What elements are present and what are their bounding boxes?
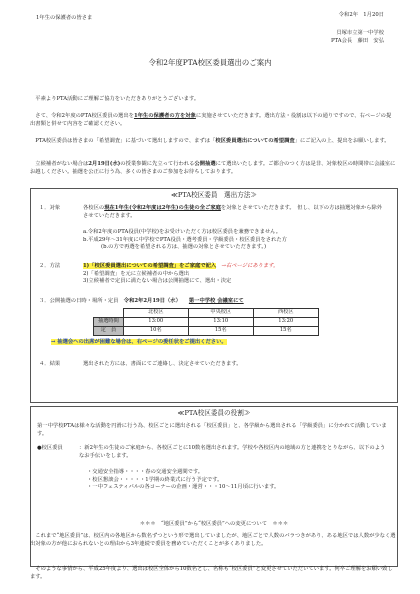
intro-paragraph-4: [30, 161, 396, 176]
exclusion-a: a.令和2年度のPTA役員(中学校)をお受けいただく方は校区委員を兼務できません。: [83, 229, 282, 235]
intro-p2-target: 1年生の保護者の方を対象: [133, 113, 196, 119]
arrow-icon: →: [221, 263, 226, 269]
sender-name: PTA会長 藤田 安弘: [330, 37, 384, 44]
target-text-a: 各校区の: [83, 205, 105, 211]
intro-paragraph-2: [30, 113, 396, 128]
table-cell: 13:10: [188, 318, 253, 327]
intro-p4-text2: の授業参観に先立って行われる: [120, 161, 195, 167]
table-header-row: [94, 309, 319, 318]
target-text-emph: 現在1年生(令和2年度は2年生)の生徒の全ご家庭: [104, 205, 221, 211]
intro-p3-survey: 校区委員選出についての希望調査: [215, 138, 295, 144]
intro-p4-lottery: 公開抽選: [194, 161, 216, 167]
table-cell: 15名: [253, 327, 318, 336]
document-title: 令和2年度PTA校区委員選出のご案内: [148, 58, 272, 67]
intro-p2-rest: に実施させていただきます。選出方法・役割は以下の通りですので、右ページの提出書類と併せて内容をご確認ください。: [30, 113, 392, 127]
role-intro: 第一中学校PTAは様々な活動を円滑に行う為、校区ごとに選出される「校区委員」と、各学級から選出される「学級委員」に分かれて活動しています。: [37, 423, 387, 437]
lottery-note: [51, 339, 391, 347]
selection-method-box: [30, 188, 398, 403]
exclusion-b: b.平成29年～31年度に中学校でPTA役員・選考委員・学級委員・校区委員をされた方: [83, 236, 287, 243]
intro-p4-rest: にて選出いたします。ご都合のつく方は是非、対象校区の時間帯に会議室にお越しください。抽選を公正に行う為、多くの皆さまのご参加をお待ちしております。: [30, 161, 396, 175]
intro-paragraph-3: [30, 138, 396, 146]
footer-paragraph-1: これまで“地区委員”は、校区内の各地区から数名ずつという形で選出していましたが、地区ごとで人数のバラつきがあり、ある地区では人数が少なく選出対象の方が他におられないとの理由から3年連続で委員を務めていただくことが多くありました。: [30, 533, 396, 547]
lottery-section: [39, 298, 391, 306]
table-cell: 15名: [188, 327, 253, 336]
sender-block: [331, 30, 384, 46]
method-step-2: 2)「希望調査」を元に立候補者の中から選出: [83, 270, 190, 277]
footer-heading: ＊＊＊ “地区委員”から“校区委員”への変更について ＊＊＊: [139, 521, 289, 527]
method-step-3: 3)立候補者で定員に満たない場合は公開抽選にて、選出・決定: [83, 278, 232, 285]
role-bullet-text: ：新2年生の生徒のご家庭から、各校区ごとに10数名選出されます。学校や各校区内の地域の方と連携をとりながら、以下のようなお手伝いをします。: [79, 445, 386, 459]
table-row-label: 抽選時間: [94, 318, 124, 327]
result-text: 選出された方には、書面にてご連絡し、決定させていただきます。: [83, 361, 242, 367]
intro-p3-text: PTA校区委員は皆さまの「希望調査」に基づいて選出しますので、まずは「: [35, 138, 216, 144]
table-header-cell: 中央校区: [188, 309, 253, 318]
list-item: ・交通安全指導・・・・春の交通安全週間です。: [87, 469, 204, 475]
method-steps: [83, 263, 383, 286]
lottery-label: ３．公開抽選の日時・場所・定員: [39, 298, 119, 304]
method-section: [39, 263, 391, 286]
role-bullet: [37, 445, 391, 460]
exclusion-list: [83, 229, 391, 252]
method-label: ２．方法: [39, 263, 61, 269]
intro-p3-rest: 」にご記入の上、提出をお願いします。: [294, 138, 390, 144]
intro-p4-text: 立候補者がない場合は: [35, 161, 89, 167]
recipient: 1年生の保護者の皆さま: [36, 15, 93, 21]
document-date: 令和2年 1月20日: [338, 12, 384, 18]
list-item: ・一中フェスティバルの各コーナーの企画・運営・・・10～11月頃に行います。: [87, 484, 280, 491]
intro-p2-text: さて、令和2年度のPTA校区委員の選出を: [35, 113, 134, 119]
table-cell: 13:20: [253, 318, 318, 327]
result-section: [39, 361, 391, 369]
role-heading: ≪PTA校区委員の役割≫: [177, 409, 251, 417]
target-section: [39, 205, 391, 220]
exclusion-b-note: (b.の方で再選を希望される方は、抽選の対象とさせていただきます。): [101, 244, 267, 251]
lottery-note-text: → 抽選会への出席が困難な場合は、右ページの委任状をご提出ください。: [51, 339, 227, 345]
role-bullet-label: ●校区委員: [37, 445, 63, 451]
target-text: [83, 205, 383, 220]
table-row: [94, 318, 319, 327]
table-header-cell: [94, 309, 124, 318]
list-item: ・校区懇談会・・・・・1学期の終業式に行う予定です。: [87, 476, 223, 483]
role-duties-list: [87, 469, 391, 492]
result-label: ４．結果: [39, 361, 61, 367]
lottery-schedule-table: [93, 308, 319, 336]
selection-heading: ≪PTA校区委員 選出方法≫: [170, 191, 258, 199]
lottery-date: 令和2年2月19日（水）: [123, 298, 179, 304]
method-step-1-note: 右ページにあります。: [225, 263, 279, 269]
lottery-place: 第一中学校 会議室にて: [188, 298, 244, 304]
intro-p4-date: 2月19日(水): [88, 161, 121, 167]
footer-paragraph-2: そのような事情から、平成25年度より、選出は校区全体から10数名とし、名称も“校区委員”と変更させていただいています。何卒ご理解をお願い致します。: [30, 566, 393, 580]
method-step-1-text: 1)「校区委員選出についての希望調査」をご家庭で記入: [83, 263, 217, 269]
intro-paragraph-1: 平素よりPTA活動にご理解ご協力をいただきありがとうございます。: [35, 96, 200, 102]
table-row-label: 定 員: [94, 327, 124, 336]
table-header-cell: 西校区: [253, 309, 318, 318]
target-label: １．対象: [39, 205, 61, 211]
table-cell: 13:00: [123, 318, 188, 327]
sender-org: 貝塚市立第一中学校: [336, 30, 384, 36]
table-row: [94, 327, 319, 336]
table-header-cell: 北校区: [123, 309, 188, 318]
table-cell: 10名: [123, 327, 188, 336]
method-step-1: [83, 263, 383, 271]
target-text-b: を対象とさせていただきます。 但し、以下の方は抽選対象から除外させていただきます。: [83, 205, 383, 219]
